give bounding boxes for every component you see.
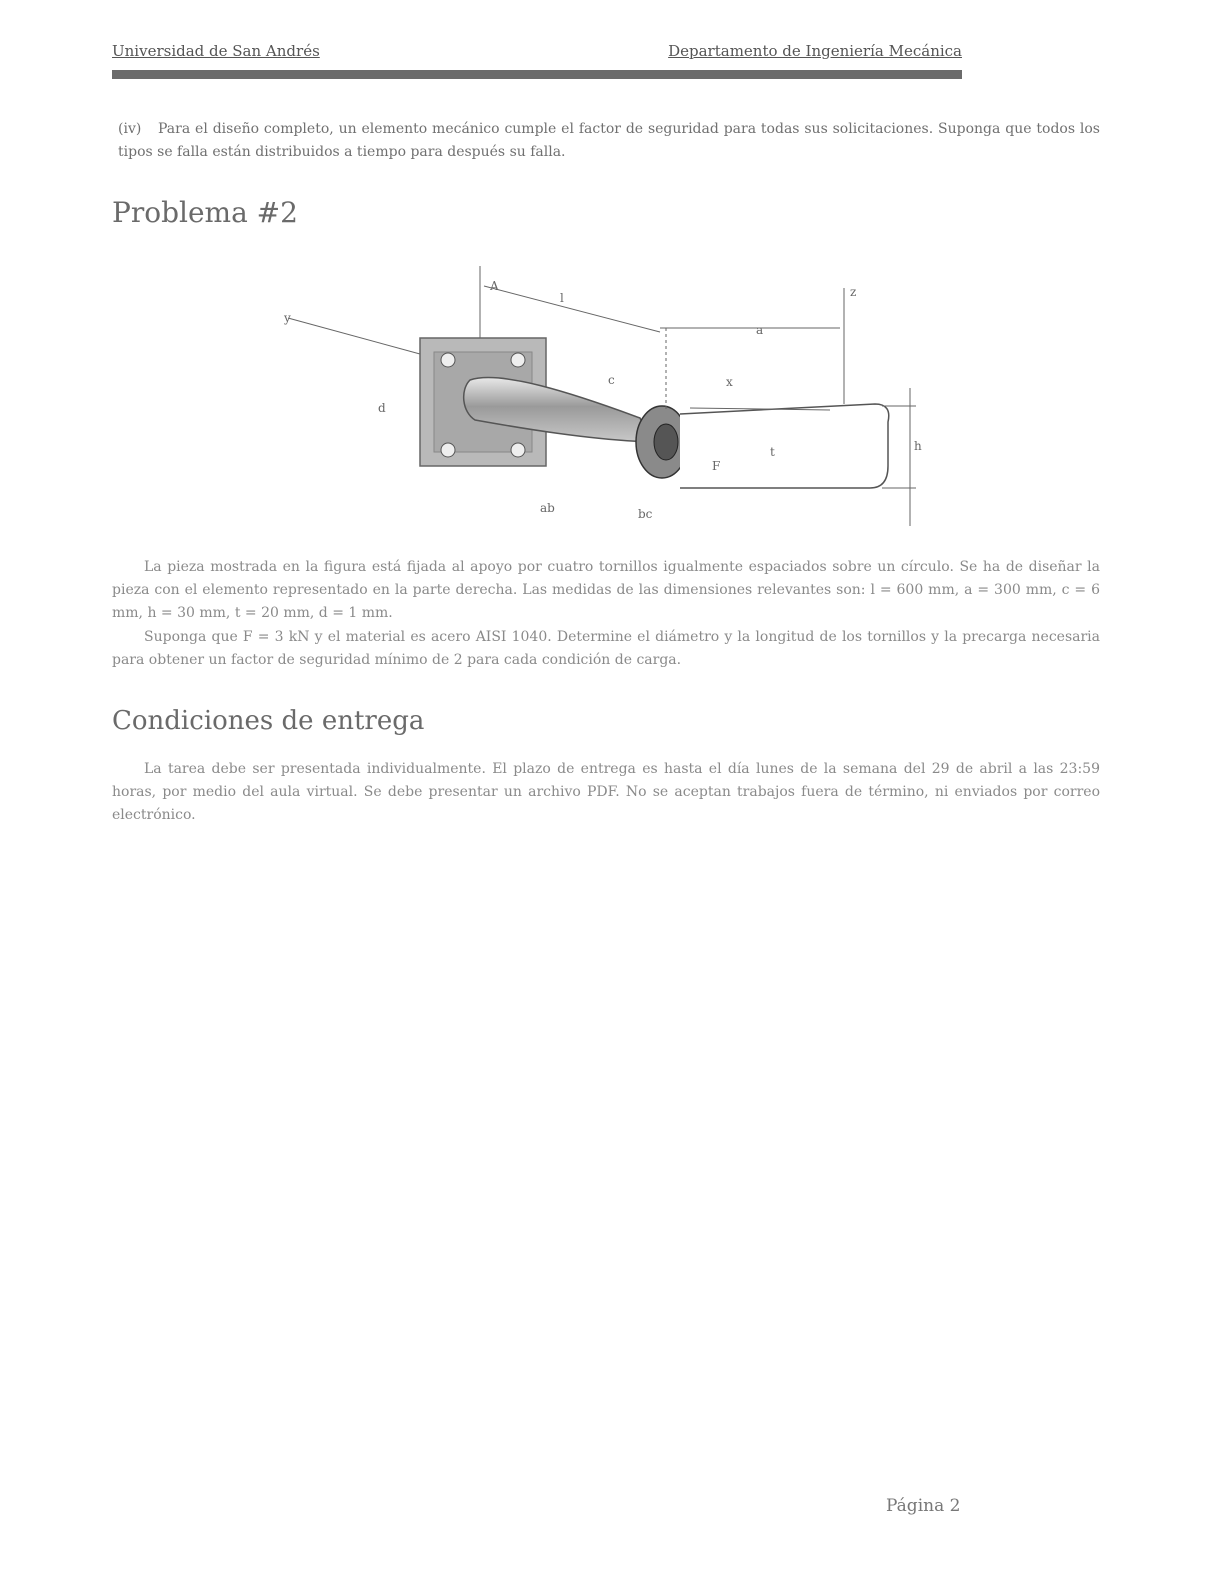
- bolt-icon: [441, 443, 455, 457]
- paragraph: La pieza mostrada en la figura está fijada al apoyo por cuatro tornillos igualmente espaciados sobre un círculo. Se ha de diseñar la pieza con el elemento representado en la parte derecha. Las medidas de las dimensiones relevantes son: l = 600 mm, a = 300 mm, c = 6 mm, h = 30 mm, t = 20 mm, d = 1 mm.: [112, 559, 1100, 621]
- paragraph: La tarea debe ser presentada individualmente. El plazo de entrega es hasta el día lunes de la semana del 29 de abril a las 23:59 horas, por medio del aula virtual. Se debe presentar un archivo PDF. No se aceptan trabajos fuera de término, ni enviados por correo electrónico.: [112, 761, 1100, 823]
- header-right: Departamento de Ingeniería Mecánica: [668, 42, 962, 60]
- page-header: [112, 40, 962, 79]
- label-a: a: [756, 323, 764, 337]
- label-ab: ab: [540, 501, 555, 515]
- item-text: Para el diseño completo, un elemento mecánico cumple el factor de seguridad para todas sus solicitaciones. Suponga que todos los tipos se falla están distribuidos a tiempo para después su falla.: [118, 121, 1100, 160]
- item-number: (iv): [118, 121, 142, 137]
- label-t: t: [770, 445, 775, 459]
- label-a-top: A: [490, 279, 499, 293]
- label-y: y: [284, 311, 291, 325]
- lever-arm: [680, 404, 889, 488]
- label-bc: bc: [638, 507, 653, 521]
- label-force: F: [712, 459, 721, 473]
- page-number: Página 2: [886, 1496, 961, 1516]
- label-h: h: [914, 439, 922, 453]
- list-item: [118, 118, 1100, 164]
- header-left: Universidad de San Andrés: [112, 42, 320, 60]
- bolt-icon: [511, 443, 525, 457]
- problem-heading: Problema #2: [112, 196, 298, 229]
- paragraph: Suponga que F = 3 kN y el material es acero AISI 1040. Determine el diámetro y la longitud de los tornillos y la precarga necesaria para obtener un factor de seguridad mínimo de 2 para cada condición de carga.: [112, 629, 1100, 668]
- label-l: l: [560, 291, 564, 305]
- bolt-icon: [511, 353, 525, 367]
- bracket-figure: [270, 262, 930, 530]
- label-x: x: [726, 375, 733, 389]
- conditions-heading: Condiciones de entrega: [112, 706, 425, 736]
- label-z: z: [850, 285, 857, 299]
- label-d: d: [378, 401, 386, 415]
- bolt-icon: [441, 353, 455, 367]
- label-c: c: [608, 373, 615, 387]
